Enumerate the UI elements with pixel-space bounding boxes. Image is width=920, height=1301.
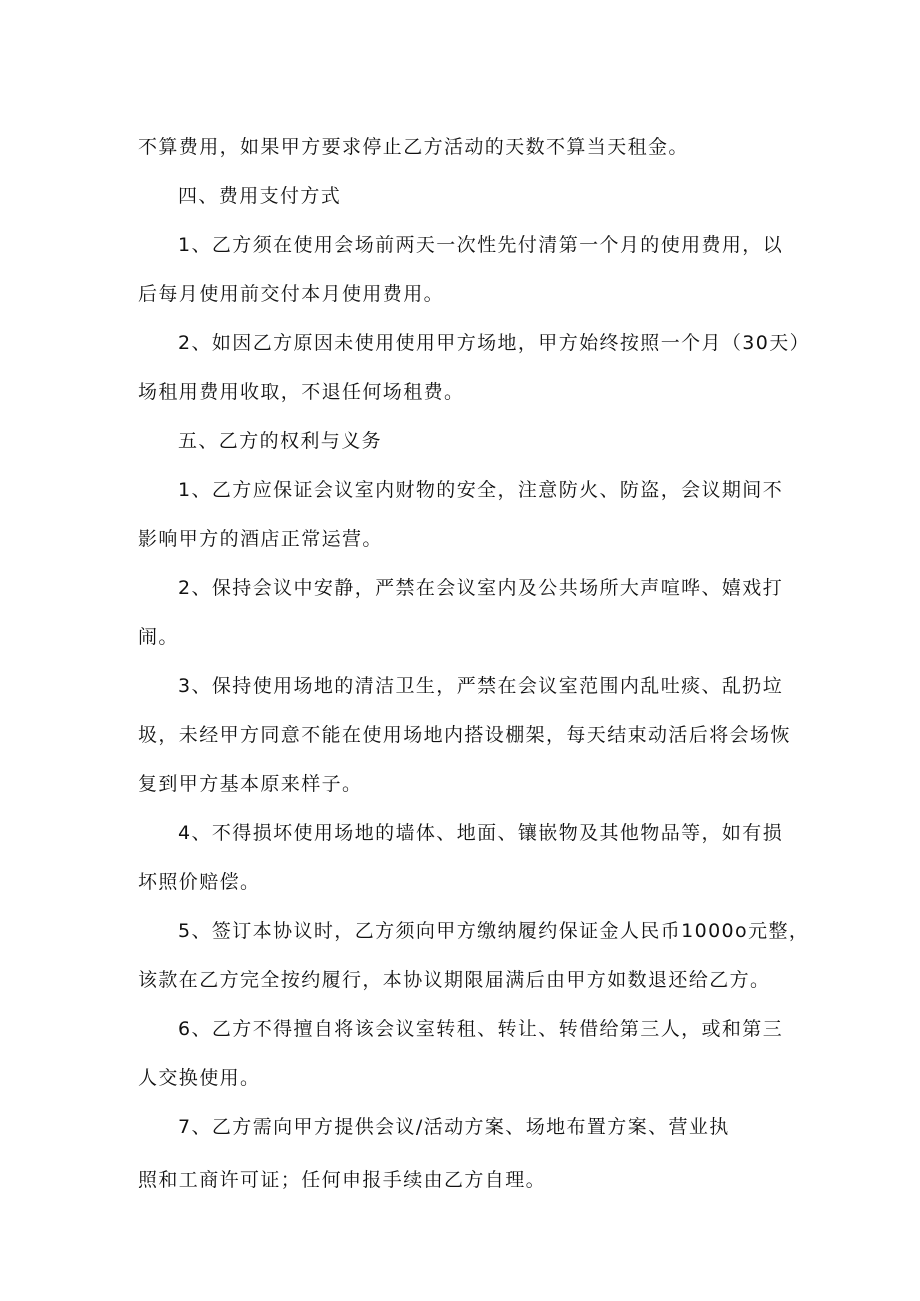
text-line: 1、乙方须在使用会场前两天一次性先付清第一个月的使用费用，以	[178, 234, 784, 256]
text-line: 该款在乙方完全按约履行，本协议期限届满后由甲方如数退还给乙方。	[138, 969, 771, 991]
text-line: 场租用费用收取，不退任何场租费。	[138, 381, 465, 403]
text-line: 人交换使用。	[138, 1067, 261, 1089]
text-line: 不算费用，如果甲方要求停止乙方活动的天数不算当天租金。	[138, 136, 689, 158]
text-line: 3、保持使用场地的清洁卫生，严禁在会议室范围内乱吐痰、乱扔垃	[178, 675, 784, 697]
text-line: 4、不得损坏使用场地的墙体、地面、镶嵌物及其他物品等，如有损	[178, 822, 784, 844]
section-heading: 四、费用支付方式	[178, 185, 342, 207]
text-line: 7、乙方需向甲方提供会议/活动方案、场地布置方案、营业执	[178, 1116, 730, 1138]
text-line: 照和工商许可证；任何申报手续由乙方自理。	[138, 1169, 547, 1191]
text-line: 1、乙方应保证会议室内财物的安全，注意防火、防盗，会议期间不	[178, 479, 784, 501]
text-line: 5、签订本协议时，乙方须向甲方缴纳履约保证金人民币1000o元整，	[178, 920, 810, 942]
text-line: 2、保持会议中安静，严禁在会议室内及公共场所大声喧哗、嬉戏打	[178, 577, 784, 599]
text-line: 复到甲方基本原来样子。	[138, 773, 363, 795]
section-heading: 五、乙方的权利与义务	[178, 430, 383, 452]
text-line: 2、如因乙方原因未使用使用甲方场地，甲方始终按照一个月（30天）	[178, 332, 811, 354]
text-line: 后每月使用前交付本月使用费用。	[138, 283, 445, 305]
text-line: 6、乙方不得擅自将该会议室转租、转让、转借给第三人，或和第三	[178, 1018, 784, 1040]
text-line: 闹。	[138, 626, 179, 648]
text-line: 坏照价赔偿。	[138, 871, 261, 893]
text-line: 圾，未经甲方同意不能在使用场地内搭设棚架，每天结束动活后将会场恢	[138, 724, 791, 746]
text-line: 影响甲方的酒店正常运营。	[138, 528, 383, 550]
